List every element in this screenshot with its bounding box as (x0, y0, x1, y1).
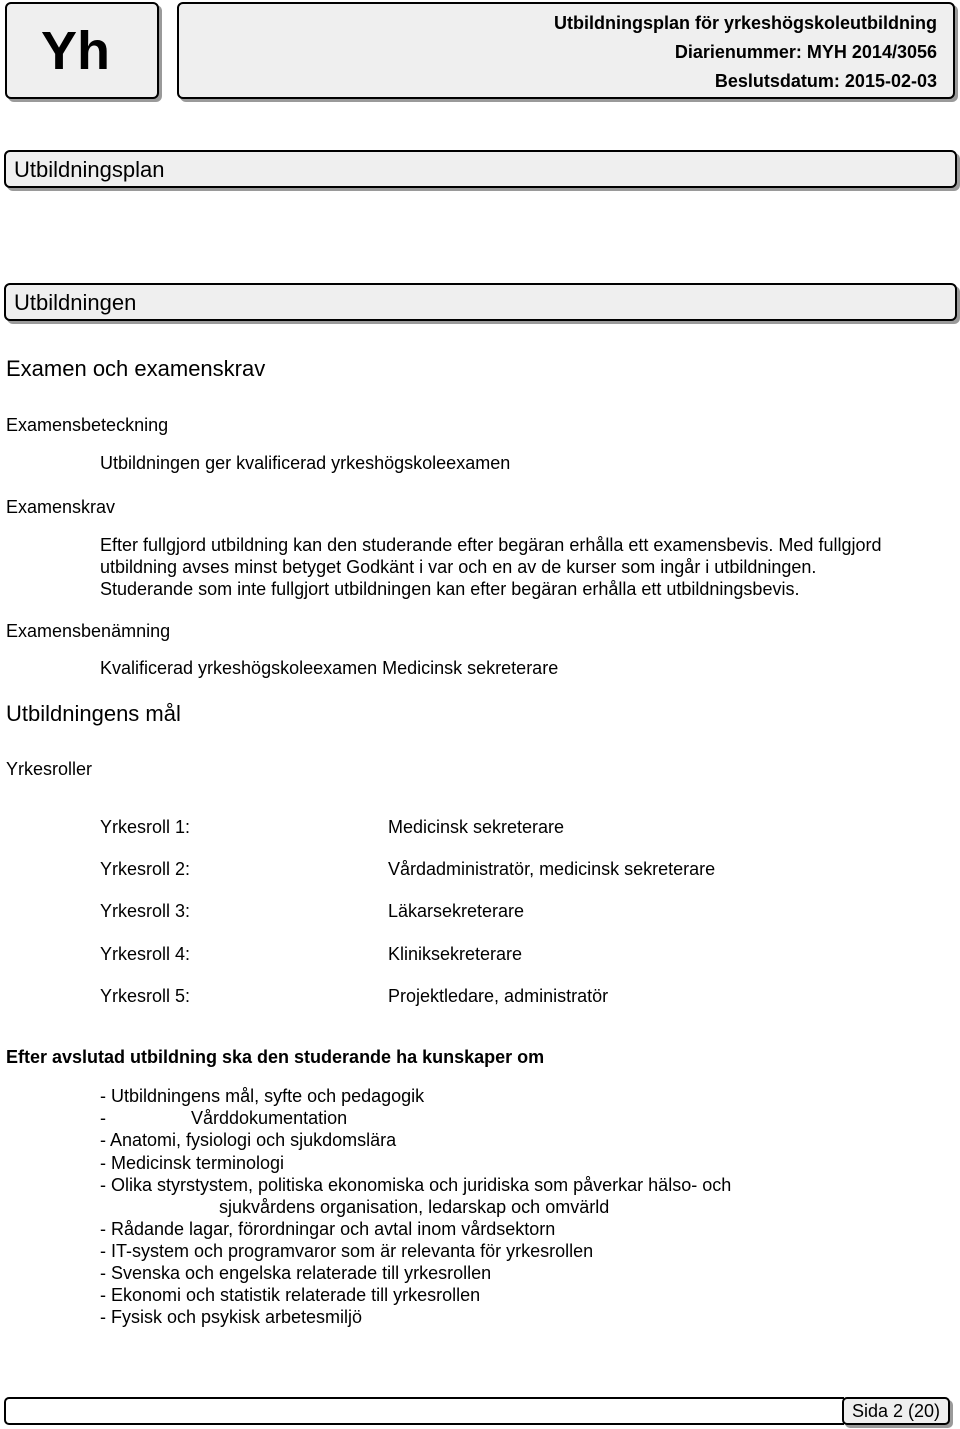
examenskrav-line-3: Studerande som inte fullgjort utbildningen kan efter begäran erhålla ett utbildningsbevis. (100, 579, 800, 599)
kunskap-item: - Medicinsk terminologi (100, 1153, 285, 1173)
examen-heading: Examen och examenskrav (6, 356, 266, 381)
mal-heading: Utbildningens mål (6, 701, 181, 726)
kunskap-item: - IT-system och programvaror som är relevanta för yrkesrollen (100, 1241, 594, 1261)
yrkesroll-value: Medicinsk sekreterare (388, 817, 565, 837)
examensbenamning-value: Kvalificerad yrkeshögskoleexamen Medicinsk sekreterare (100, 658, 559, 678)
yrkesroll-value: Läkarsekreterare (388, 901, 525, 921)
utbildningen-banner (4, 283, 957, 321)
document-title: Utbildningsplan för yrkeshögskoleutbildning (553, 13, 937, 33)
yrkesroll-label: Yrkesroll 1: (100, 817, 191, 837)
examensbenamning-label: Examensbenämning (6, 621, 171, 641)
logo: Yh (41, 21, 111, 81)
beslutsdatum: Beslutsdatum: 2015-02-03 (714, 71, 937, 91)
kunskap-item: - Vårddokumentation (100, 1108, 348, 1128)
kunskap-item: - Ekonomi och statistik relaterade till yrkesrollen (100, 1285, 481, 1305)
yrkesroll-value: Kliniksekreterare (388, 944, 523, 964)
utbildningsplan-banner (4, 150, 957, 188)
yrkesroll-label: Yrkesroll 2: (100, 859, 191, 879)
kunskap-item: - Svenska och engelska relaterade till yrkesrollen (100, 1263, 492, 1283)
kunskap-item: - Fysisk och psykisk arbetesmiljö (100, 1307, 363, 1327)
examenskrav-line-1: Efter fullgjord utbildning kan den studerande efter begäran erhålla ett examensbevis. Med fullgjord (100, 535, 882, 555)
page-title: Utbildningsplan (14, 157, 165, 182)
yrkesroll-label: Yrkesroll 3: (100, 901, 191, 921)
yrkesroller-label: Yrkesroller (6, 759, 93, 779)
yrkesroll-label: Yrkesroll 5: (100, 986, 191, 1006)
kunskap-item: - Utbildningens mål, syfte och pedagogik (100, 1086, 425, 1106)
kunskap-item: - Anatomi, fysiologi och sjukdomslära (100, 1130, 397, 1150)
yrkesroll-value: Projektledare, administratör (388, 986, 609, 1006)
page-number: Sida 2 (20) (842, 1397, 950, 1425)
yrkesroll-label: Yrkesroll 4: (100, 944, 191, 964)
examensbeteckning-value: Utbildningen ger kvalificerad yrkeshögskoleexamen (100, 453, 511, 473)
header-info-box (177, 2, 955, 99)
examenskrav-label: Examenskrav (6, 497, 116, 517)
yrkesroll-value: Vårdadministratör, medicinsk sekreterare (388, 859, 716, 879)
logo-box (5, 2, 159, 99)
kunskaper-heading: Efter avslutad utbildning ska den studerande ha kunskaper om (6, 1047, 545, 1067)
section-title: Utbildningen (14, 290, 137, 315)
examensbeteckning-label: Examensbeteckning (6, 415, 169, 435)
examenskrav-line-2: utbildning avses minst betyget Godkänt i var och en av de kurser som ingår i utbildningen. (100, 557, 817, 577)
kunskap-item-continuation: sjukvårdens organisation, ledarskap och omvärld (219, 1197, 610, 1217)
kunskap-item: - Olika styrstystem, politiska ekonomiska och juridiska som påverkar hälso- och (100, 1175, 732, 1195)
kunskap-item: - Rådande lagar, förordningar och avtal inom vårdsektorn (100, 1219, 556, 1239)
footer-rule (4, 1397, 844, 1425)
diarienummer: Diarienummer: MYH 2014/3056 (674, 42, 937, 62)
